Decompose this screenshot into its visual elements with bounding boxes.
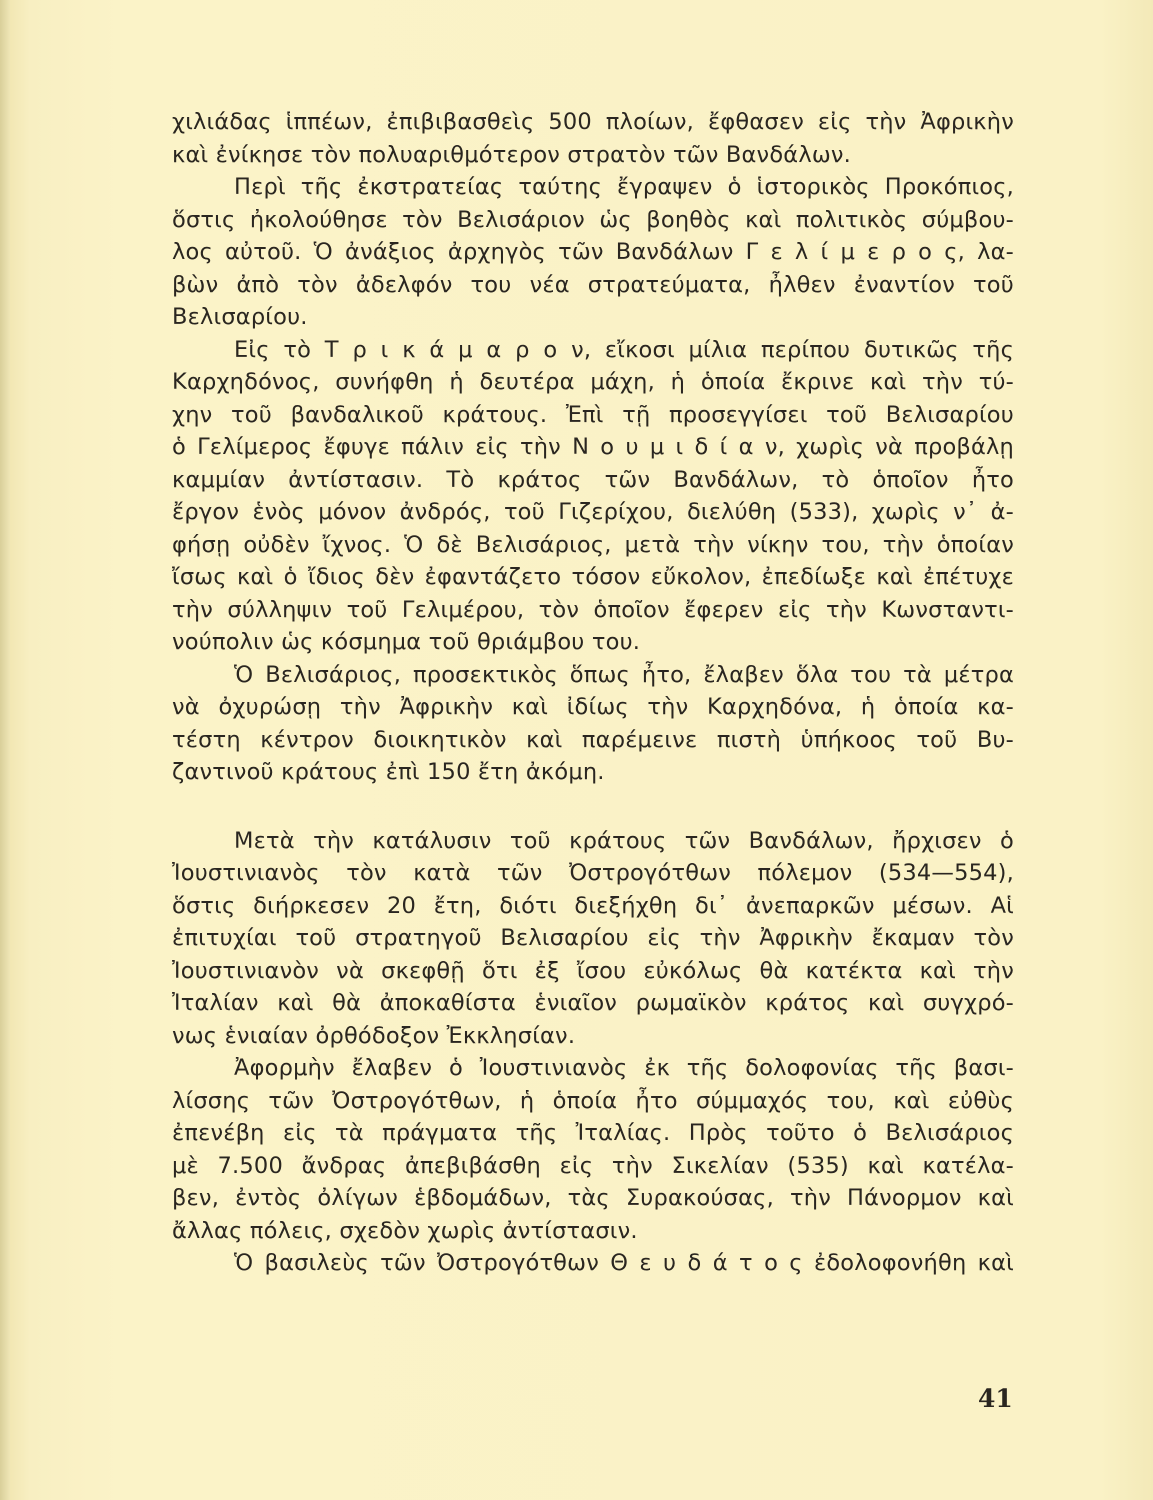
paragraph [172,334,1014,659]
text-line: ἐπιτυχίαι τοῦ στρατηγοῦ Βελισαρίου εἰς τὴν Ἀφρικὴν ἔκαμαν τὸν [172,925,1014,951]
text-line: χιλιάδας ἱππέων, ἐπιβιβασθεὶς 500 πλοίων, ἔφθασεν εἰς τὴν Ἀφρικὴν [172,109,1014,135]
text-line: Ἰουστινιανὸν νὰ σκεφθῇ ὅτι ἐξ ἴσου εὐκόλως θὰ κατέκτα καὶ τὴν [172,957,1014,984]
text-line: καὶ ἐνίκησε τὸν πολυαριθμότερον στρατὸν τῶν Βανδάλων. [172,141,851,168]
text-line: Εἰς τὸ Τ ρ ι κ ά μ α ρ ο ν, εἴκοσι μίλια περίπου δυτικῶς τῆς [234,336,1014,363]
text-line: ἄλλας πόλεις, σχεδὸν χωρὶς ἀντίστασιν. [172,1217,638,1244]
text-line: νούπολιν ὡς κόσμημα τοῦ θριάμβου του. [172,629,641,655]
text-line: φήσῃ οὐδὲν ἴχνος. Ὁ δὲ Βελισάριος, μετὰ τὴν νίκην του, τὴν ὁποίαν [172,531,1014,558]
paragraph [172,825,1014,1053]
text-line: ὅστις ἠκολούθησε τὸν Βελισάριον ὡς βοηθὸς καὶ πολιτικὸς σύμβου- [172,206,1014,233]
text-line: νως ἑνιαίαν ὀρθόδοξον Ἐκκλησίαν. [172,1022,576,1049]
text-line: βὼν ἀπὸ τὸν ἀδελφόν του νέα στρατεύματα, ἦλθεν ἐναντίον τοῦ [172,271,1014,298]
text-line: Περὶ τῆς ἐκστρατείας ταύτης ἔγραψεν ὁ ἱστορικὸς Προκόπιος, [234,174,1014,200]
paragraph [172,171,1014,334]
paragraph [172,106,1014,171]
text-line: ὁ Γελίμερος ἔφυγε πάλιν εἰς τὴν Ν ο υ μ ι δ ί α ν, χωρὶς νὰ προβάλῃ [172,434,1014,460]
text-line: καμμίαν ἀντίστασιν. Τὸ κράτος τῶν Βανδάλων, τὸ ὁποῖον ἦτο [172,466,1014,493]
section-gap [172,789,1014,825]
text-line: ἴσως καὶ ὁ ἴδιος δὲν ἐφαντάζετο τόσον εὔκολον, ἐπεδίωξε καὶ ἐπέτυχε [172,564,1014,590]
text-line: λος αὐτοῦ. Ὁ ἀνάξιος ἀρχηγὸς τῶν Βανδάλων Γ ε λ ί μ ε ρ ο ς, λα- [172,239,1014,265]
text-line: Βελισαρίου. [172,304,308,330]
paragraph [172,1052,1014,1247]
paragraph [172,1247,1014,1280]
text-line: Μετὰ τὴν κατάλυσιν τοῦ κράτους τῶν Βανδάλων, ἤρχισεν ὁ [234,827,1014,854]
body-text [172,106,1014,1280]
text-line: τέστη κέντρον διοικητικὸν καὶ παρέμεινε πιστὴ ὑπήκοος τοῦ Βυ- [172,726,1014,753]
text-line: χην τοῦ βανδαλικοῦ κράτους. Ἐπὶ τῇ προσεγγίσει τοῦ Βελισαρίου [172,401,1014,428]
text-line: Ἰταλίαν καὶ θὰ ἀποκαθίστα ἑνιαῖον ρωμαϊκὸν κράτος καὶ συγχρό- [172,990,1014,1016]
text-line: ὅστις διήρκεσεν 20 ἔτη, διότι διεξήχθη δι᾽ ἀνεπαρκῶν μέσων. Αἱ [172,892,1014,919]
text-line: τὴν σύλληψιν τοῦ Γελιμέρου, τὸν ὁποῖον ἔφερεν εἰς τὴν Κωνσταντι- [172,596,1014,623]
paragraph [172,659,1014,789]
text-line: Ἰουστινιανὸς τὸν κατὰ τῶν Ὀστρογότθων πόλεμον (534—554), [172,860,1014,886]
page-number: 41 [978,1384,1013,1413]
text-line: ἐπενέβη εἰς τὰ πράγματα τῆς Ἰταλίας. Πρὸς τοῦτο ὁ Βελισάριος [172,1120,1014,1146]
text-line: Ὁ βασιλεὺς τῶν Ὀστρογότθων Θ ε υ δ ά τ ο ς ἐδολοφονήθη καὶ [234,1250,1014,1276]
text-line: βεν, ἐντὸς ὀλίγων ἑβδομάδων, τὰς Συρακούσας, τὴν Πάνορμον καὶ [172,1185,1014,1211]
text-line: Καρχηδόνος, συνήφθη ἡ δευτέρα μάχη, ἡ ὁποία ἔκρινε καὶ τὴν τύ- [172,369,1014,395]
text-line: ἔργον ἑνὸς μόνον ἀνδρός, τοῦ Γιζερίχου, διελύθη (533), χωρὶς ν᾽ ἀ- [172,499,1014,525]
text-line: Ἀφορμὴν ἔλαβεν ὁ Ἰουστινιανὸς ἐκ τῆς δολοφονίας τῆς βασι- [234,1055,1014,1081]
text-line: λίσσης τῶν Ὀστρογότθων, ἡ ὁποία ἦτο σύμμαχός του, καὶ εὐθὺς [172,1087,1014,1114]
text-line: μὲ 7.500 ἄνδρας ἀπεβιβάσθη εἰς τὴν Σικελίαν (535) καὶ κατέλα- [172,1152,1014,1179]
text-line: ζαντινοῦ κράτους ἐπὶ 150 ἔτη ἀκόμη. [172,759,605,785]
text-line: Ὁ Βελισάριος, προσεκτικὸς ὅπως ἦτο, ἔλαβεν ὅλα του τὰ μέτρα [234,661,1014,688]
text-line: νὰ ὀχυρώσῃ τὴν Ἀφρικὴν καὶ ἰδίως τὴν Καρχηδόνα, ἡ ὁποία κα- [172,694,1014,720]
page-spine-edge [0,0,10,1500]
